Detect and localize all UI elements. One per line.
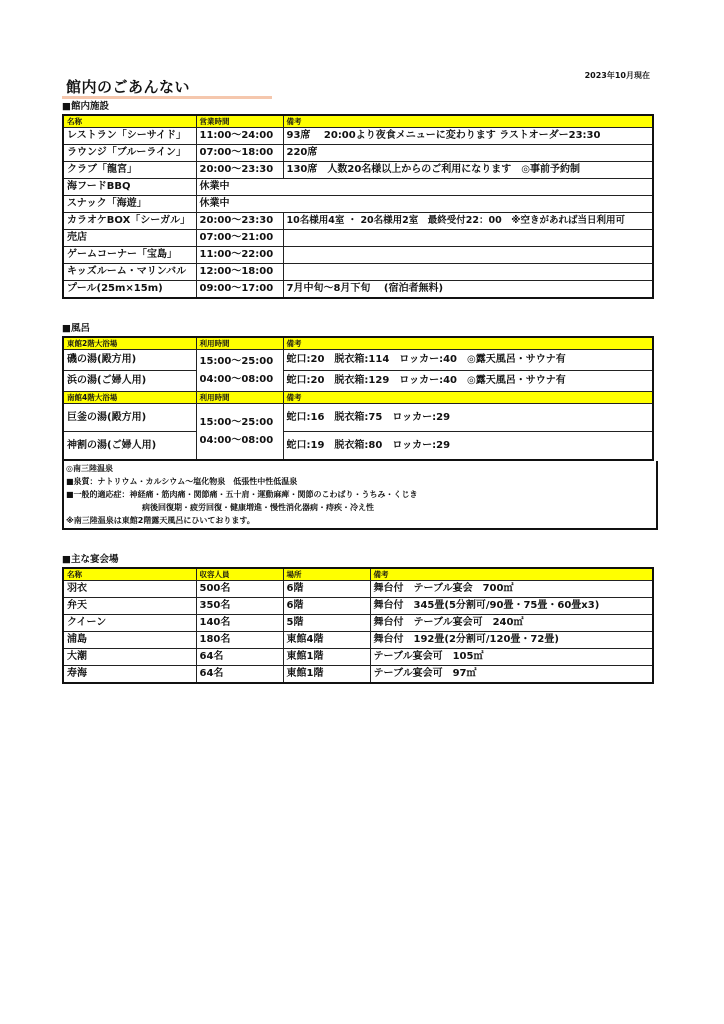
table-row [63,213,653,230]
table-row [63,666,653,684]
table-row [63,145,653,162]
hall-capacity: 500名 [196,581,283,598]
east-bath-header-row [63,337,653,350]
south-bath-header-row [63,392,653,404]
table-row [63,179,653,196]
table-row [63,264,653,281]
hall-capacity: 64名 [196,666,283,684]
title-underline [62,96,272,99]
hall-place: 東館4階 [283,632,370,649]
facility-note: 93席 20:00より夜食メニューに変わります ラストオーダー23:30 [283,128,653,145]
spring-quality: ■泉質：ナトリウム・カルシウム～塩化物泉 低張性中性低温泉 [66,477,298,486]
bath-hours: 15:00～25:00 04:00～08:00 [196,404,283,461]
table-row [63,350,653,371]
facility-hours: 休業中 [196,196,653,213]
facility-name: 海フードBBQ [63,179,196,196]
facility-note: 220席 [283,145,653,162]
bath-note: 蛇口:20 脱衣箱:129 ロッカー:40 ◎露天風呂・サウナ有 [283,371,653,392]
indications: ■一般的適応症：神経痛・筋肉痛・関節痛・五十肩・運動麻痺・関節のこわばり・うちみ・くじき [66,490,418,499]
hall-place: 東館1階 [283,649,370,666]
hall-note: 舞台付 192畳(2分割可/120畳・72畳) [370,632,653,649]
table-row [63,371,653,392]
header-note: 備考 [370,568,653,581]
facility-hours: 07:00～21:00 [196,230,283,247]
onsen-remark: ※南三陸温泉は東館2階露天風呂にひいております。 [66,516,255,525]
facilities-section-title: ■館内施設 [62,101,109,112]
facility-name: カラオケBOX「シーガル」 [63,213,196,230]
header-name: 名称 [63,115,196,128]
header-hours: 利用時間 [196,337,283,350]
facility-name: キッズルーム・マリンバル [63,264,196,281]
hall-place: 東館1階 [283,666,370,684]
facility-note [283,264,653,281]
facility-name: レストラン「シーサイド」 [63,128,196,145]
facility-note: 130席 人数20名様以上からのご利用になります ◎事前予約制 [283,162,653,179]
header-name: 名称 [63,568,196,581]
hall-capacity: 350名 [196,598,283,615]
bath-notes [62,461,658,530]
bath-table [62,336,654,461]
hall-place: 6階 [283,581,370,598]
facility-note [283,247,653,264]
banquet-table [62,567,654,684]
table-row [63,128,653,145]
table-row [63,404,653,432]
facility-note: 10名様用4室 ・ 20名様用2室 最終受付22：00 ※空きがあれば当日利用可 [283,213,653,230]
banquet-section [62,553,654,684]
onsen-name: ◎南三陸温泉 [66,464,113,473]
header-hours: 営業時間 [196,115,283,128]
hall-capacity: 180名 [196,632,283,649]
hall-capacity: 64名 [196,649,283,666]
facility-hours: 07:00～18:00 [196,145,283,162]
hall-note: テーブル宴会可 105㎡ [370,649,653,666]
header-hours: 利用時間 [196,392,283,404]
facility-note [283,230,653,247]
table-row [63,632,653,649]
south-bath-header: 南館4階大浴場 [63,392,196,404]
header-note: 備考 [283,115,653,128]
bath-name: 巨釜の湯(殿方用) [63,404,196,432]
hall-name: 浦島 [63,632,196,649]
hall-note: テーブル宴会可 97㎡ [370,666,653,684]
table-row [63,281,653,299]
facility-note: 7月中旬～8月下旬 (宿泊者無料) [283,281,653,299]
indications-continued: 病後回復期・疲労回復・健康増進・慢性消化器病・痔疾・冷え性 [142,503,374,512]
east-bath-header: 東館2階大浴場 [63,337,196,350]
header-capacity: 収容人員 [196,568,283,581]
banquet-header-row [63,568,653,581]
date-note: 2023年10月現在 [584,71,650,80]
bath-name: 磯の湯(殿方用) [63,350,196,371]
banquet-section-title: ■主な宴会場 [62,554,119,565]
facility-hours: 20:00～23:30 [196,213,283,230]
hall-note: 舞台付 テーブル宴会 700㎡ [370,581,653,598]
facilities-header-row [63,115,653,128]
table-row [63,615,653,632]
header-note: 備考 [283,337,653,350]
facility-name: 売店 [63,230,196,247]
hall-place: 5階 [283,615,370,632]
hall-note: 舞台付 345畳(5分割可/90畳・75畳・60畳x3) [370,598,653,615]
facility-hours: 11:00～22:00 [196,247,283,264]
bath-name: 浜の湯(ご婦人用) [63,371,196,392]
bath-note: 蛇口:16 脱衣箱:75 ロッカー:29 [283,404,653,432]
bath-note: 蛇口:19 脱衣箱:80 ロッカー:29 [283,432,653,461]
table-row [63,432,653,461]
facility-hours: 12:00～18:00 [196,264,283,281]
facility-name: ゲームコーナー「宝島」 [63,247,196,264]
hall-name: 弁天 [63,598,196,615]
facility-hours: 09:00～17:00 [196,281,283,299]
facility-name: ラウンジ「ブルーライン」 [63,145,196,162]
table-row [63,598,653,615]
hall-place: 6階 [283,598,370,615]
header-place: 場所 [283,568,370,581]
table-row [63,196,653,213]
header-note: 備考 [283,392,653,404]
table-row [63,649,653,666]
facilities-table [62,114,654,299]
hall-name: クイーン [63,615,196,632]
hall-capacity: 140名 [196,615,283,632]
table-row [63,581,653,598]
hall-note: 舞台付 テーブル宴会可 240㎡ [370,615,653,632]
hall-name: 大潮 [63,649,196,666]
table-row [63,230,653,247]
bath-hours: 15:00～25:00 04:00～08:00 [196,350,283,392]
hall-name: 寿海 [63,666,196,684]
facility-hours: 休業中 [196,179,653,196]
facility-hours: 20:00～23:30 [196,162,283,179]
facilities-section [62,100,654,299]
table-row [63,162,653,179]
bath-note: 蛇口:20 脱衣箱:114 ロッカー:40 ◎露天風呂・サウナ有 [283,350,653,371]
hall-name: 羽衣 [63,581,196,598]
facility-name: スナック「海遊」 [63,196,196,213]
bath-name: 神割の湯(ご婦人用) [63,432,196,461]
bath-section [62,322,654,530]
page-title: 館内のごあんない [66,78,191,96]
bath-section-title: ■風呂 [62,323,90,334]
table-row [63,247,653,264]
facility-name: クラブ「龍宮」 [63,162,196,179]
facility-hours: 11:00～24:00 [196,128,283,145]
facility-name: プール(25m×15m) [63,281,196,299]
